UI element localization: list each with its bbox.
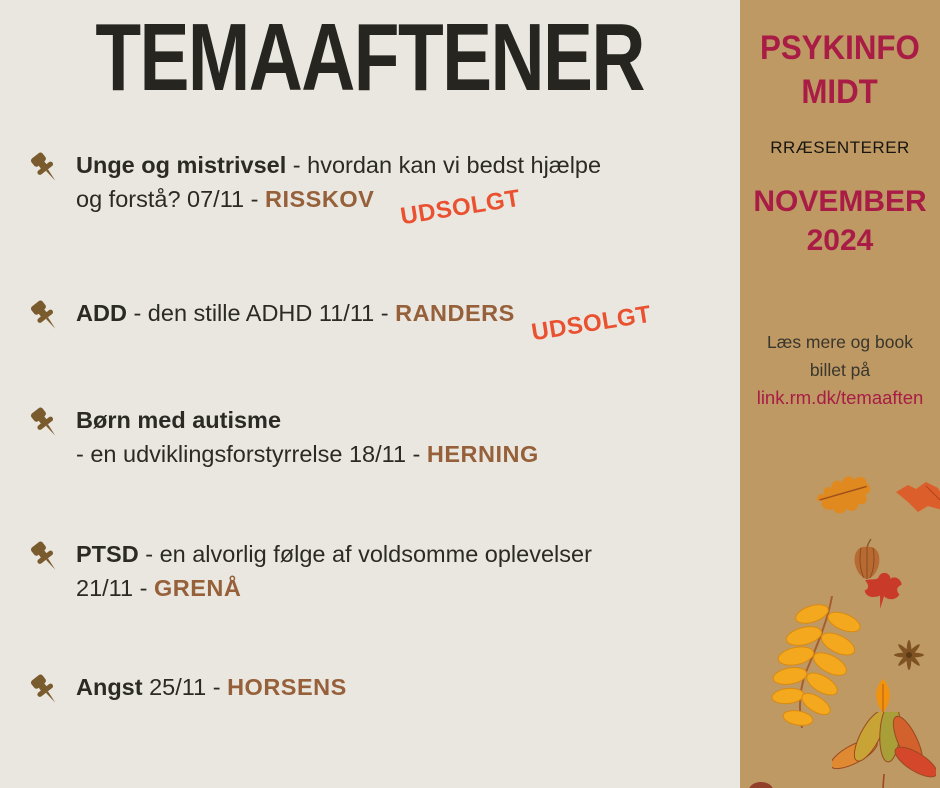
event-location: HERNING: [426, 441, 539, 467]
event-location: HORSENS: [227, 674, 347, 700]
event-description: - hvordan kan vi bedst hjælpe: [286, 152, 602, 178]
rowan-leaf: [768, 596, 874, 730]
cta-line2: billet på: [809, 360, 871, 380]
month-name: NOVEMBER: [753, 185, 927, 218]
event-title: Unge og mistrivsel: [76, 152, 287, 178]
event-description: 25/11 -: [142, 674, 228, 700]
event-text: [76, 403, 539, 471]
event-text: [76, 537, 592, 605]
star-anise: [890, 638, 928, 672]
page-title-text: TEMAAFTENER: [95, 4, 645, 111]
event-title: Børn med autisme: [76, 407, 282, 433]
maple-fragment: [896, 482, 940, 514]
event-text: [76, 670, 347, 704]
brand-title: [740, 26, 940, 114]
event-date-line: - en udviklingsforstyrrelse 18/11 -: [76, 441, 427, 467]
booking-cta: [740, 328, 940, 412]
event-location: RISSKOV: [265, 186, 375, 212]
event-item-add: [28, 296, 653, 347]
event-item-born-med-autisme: [28, 403, 539, 471]
presents-label: RRÆSENTERER: [770, 138, 910, 157]
event-title: Angst: [76, 674, 143, 700]
sidebar: [740, 0, 940, 788]
booking-link[interactable]: link.rm.dk/temaaften: [756, 387, 924, 408]
pushpin-icon: [28, 672, 62, 708]
event-item-ptsd: [28, 537, 592, 605]
month-year: 2024: [806, 224, 874, 257]
pushpin-icon: [28, 539, 62, 575]
event-location: GRENÅ: [153, 575, 242, 601]
event-item-angst: [28, 670, 347, 708]
creeper-leaf: [832, 712, 936, 788]
soldout-badge: UDSOLGT: [529, 300, 653, 347]
event-date-line: 21/11 -: [76, 575, 154, 601]
cta-line1: Læs mere og book: [767, 332, 913, 352]
event-description: - en alvorlig følge af voldsomme oplevelser: [138, 541, 592, 567]
brand-line1: PSYKINFO: [760, 29, 920, 67]
event-item-unge-og-mistrivsel: [28, 148, 602, 231]
oak-leaf: [816, 468, 872, 520]
event-title: PTSD: [76, 541, 139, 567]
leaf-fragment-bottom: [748, 780, 774, 788]
event-location: RANDERS: [395, 300, 515, 326]
event-description: - den stille ADHD 11/11 -: [126, 300, 396, 326]
month-title: [740, 182, 940, 260]
event-text: [76, 296, 653, 347]
pushpin-icon: [28, 405, 62, 441]
soldout-badge: UDSOLGT: [398, 184, 523, 231]
page-title: [0, 4, 740, 111]
pushpin-icon: [28, 150, 62, 186]
event-text: [76, 148, 602, 231]
brand-line2: MIDT: [801, 73, 879, 111]
event-title: ADD: [76, 300, 127, 326]
pushpin-icon: [28, 298, 62, 334]
event-date-line: og forstå? 07/11 -: [76, 186, 265, 212]
